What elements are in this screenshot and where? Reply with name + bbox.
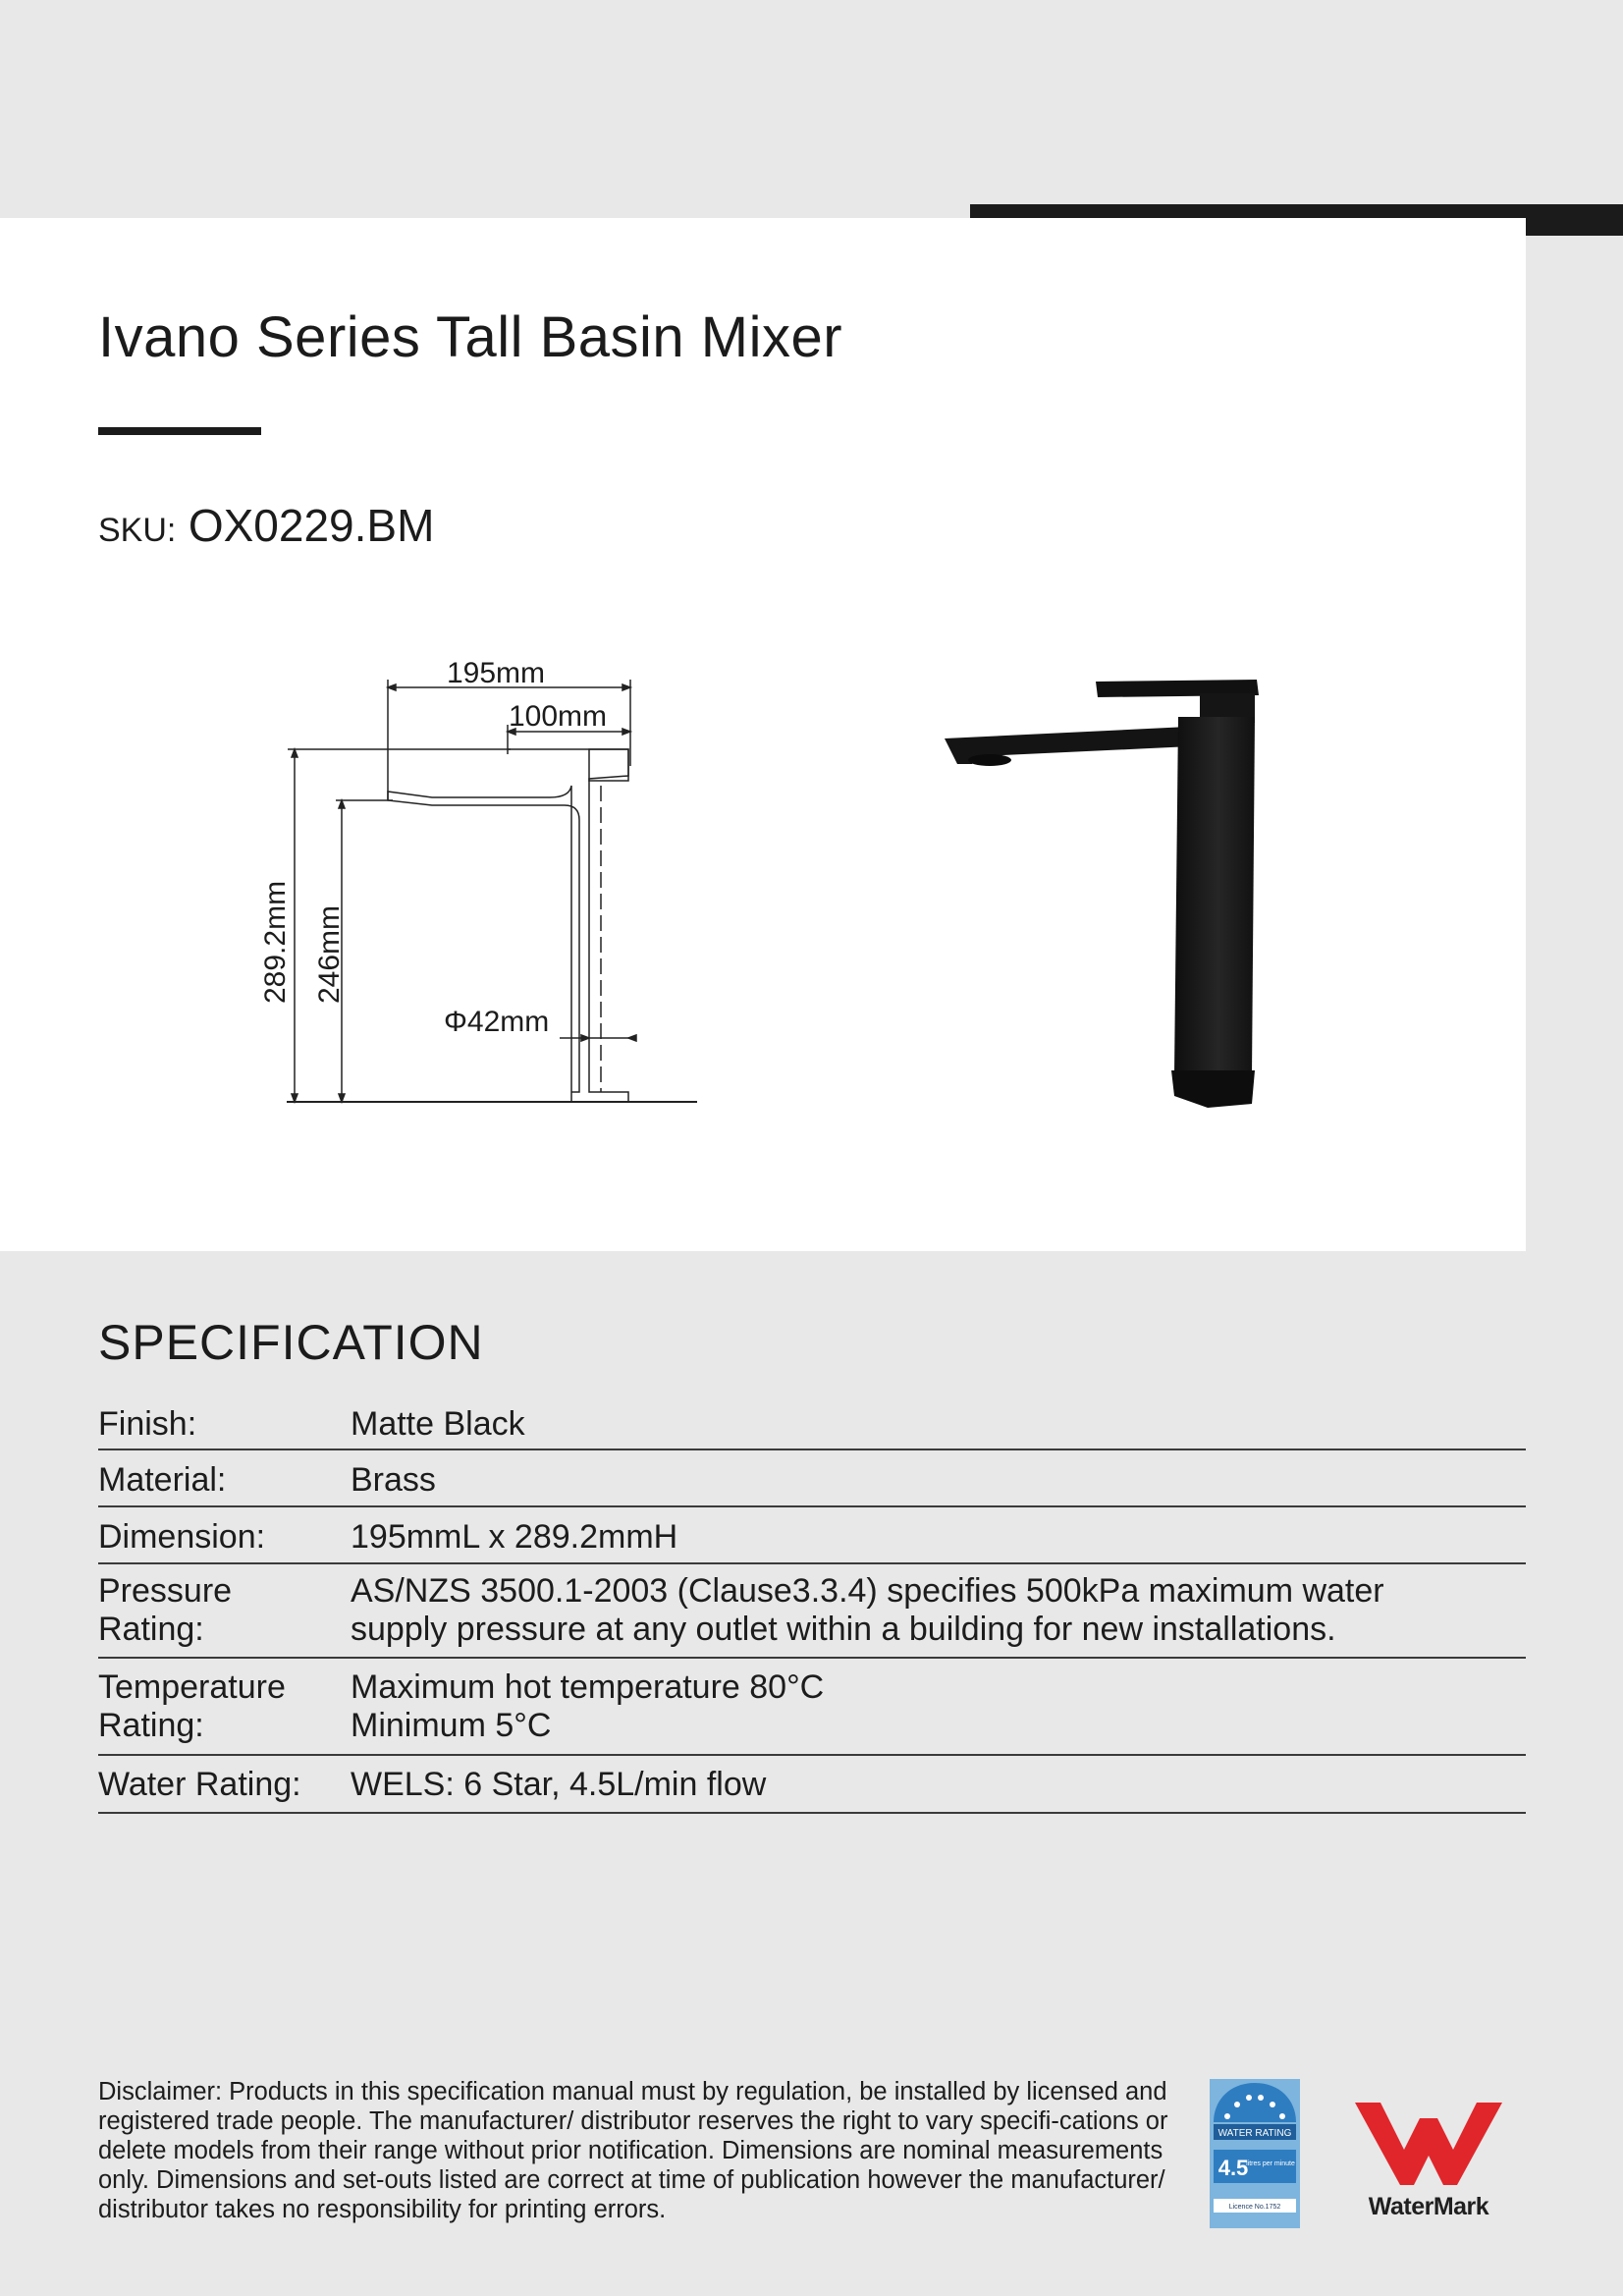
spec-key: Finish: [98, 1405, 197, 1443]
spec-value: AS/NZS 3500.1-2003 (Clause3.3.4) specifies 500kPa maximum water supply pressure at any outlet within a building for new installations. [351, 1572, 1384, 1648]
base-diameter-label: Φ42mm [444, 1006, 550, 1038]
spec-value: Matte Black [351, 1405, 525, 1443]
spout-length-label: 100mm [509, 700, 608, 733]
spec-key: Material: [98, 1461, 227, 1499]
spout-height-label: 246mm [313, 904, 346, 1004]
spec-key: Dimension: [98, 1518, 266, 1556]
spec-row-water-rating [98, 1756, 1526, 1814]
spec-value: WELS: 6 Star, 4.5L/min flow [351, 1766, 767, 1803]
title-underline [98, 427, 261, 435]
watermark-logo-icon [1347, 2097, 1510, 2190]
spec-key: Temperature Rating: [98, 1668, 286, 1744]
spec-row-material [98, 1450, 1526, 1507]
spec-key: Pressure Rating: [98, 1572, 233, 1648]
sku-label: SKU: [98, 512, 177, 549]
wels-title: WATER RATING [1217, 2128, 1292, 2139]
wels-licence: Licence No.1752 [1228, 2204, 1281, 2211]
spec-row-temperature-rating [98, 1659, 1526, 1756]
spec-value: Maximum hot temperature 80°C Minimum 5°C [351, 1668, 825, 1744]
spec-row-dimension [98, 1507, 1526, 1564]
wels-unit: litres per minute [1246, 2160, 1295, 2167]
total-height-label: 289.2mm [259, 880, 292, 1004]
width-label: 195mm [447, 657, 546, 689]
disclaimer-text: Disclaimer: Products in this specification manual must by regulation, be installed by licensed and registered trade people. The manufacturer/ distributor reserves the right to vary specifi-cations or delete models from their range without prior notification. Dimensions are nominal measurements only. Dimensions and set-outs listed are correct at time of publication however the manufacturer/ distributor takes no responsibility for printing errors. [98, 2078, 1168, 2223]
product-title: Ivano Series Tall Basin Mixer [98, 305, 843, 369]
sku-value: OX0229.BM [188, 500, 435, 551]
wels-water-rating-label-icon [1210, 2079, 1300, 2228]
specification-table [98, 1394, 1526, 1814]
wels-value: 4.5 [1217, 2156, 1249, 2180]
spec-row-pressure-rating [98, 1564, 1526, 1659]
spec-value: 195mmL x 289.2mmH [351, 1518, 678, 1556]
faucet-line-drawing-icon [245, 643, 717, 1115]
watermark-logo [1347, 2097, 1510, 2229]
specification-heading: SPECIFICATION [98, 1315, 484, 1370]
spec-value: Brass [351, 1461, 436, 1499]
watermark-label: WaterMark [1368, 2193, 1489, 2220]
spec-key: Water Rating: [98, 1766, 301, 1803]
faucet-product-photo-icon [933, 668, 1276, 1120]
spec-row-finish [98, 1394, 1526, 1450]
product-card [0, 218, 1526, 1251]
sku-line [98, 499, 434, 552]
